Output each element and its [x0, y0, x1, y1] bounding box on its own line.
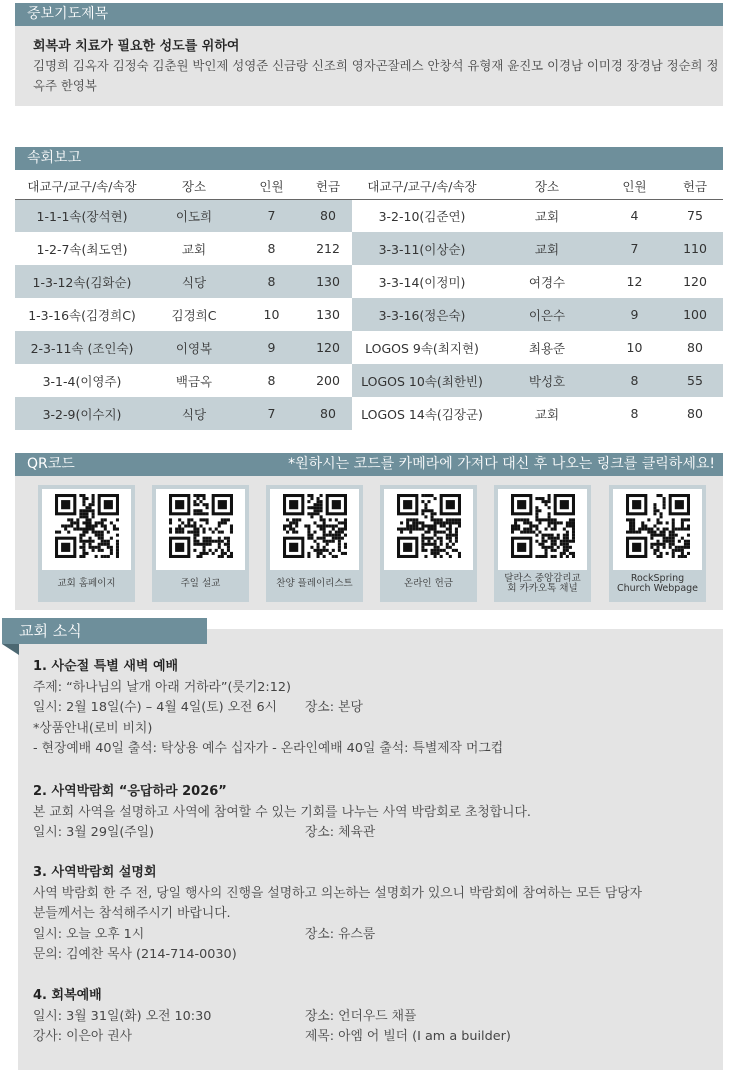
news-title: 3. 사역박람회 설명회: [33, 865, 157, 880]
report-cell: 10: [626, 340, 643, 355]
report-cell: 3-1-4(이영주): [42, 373, 122, 389]
news-place: 장소: 본당: [305, 700, 363, 715]
report-row: [15, 265, 723, 298]
news-desc: 본 교회 사역을 설명하고 사역에 참여할 수 있는 기회를 나누는 사역 박람회로 초청합니다.: [33, 804, 531, 820]
report-row: [15, 331, 723, 364]
report-section-header: [15, 147, 723, 170]
report-cell: 1-2-7속(최도연): [36, 241, 128, 257]
report-cell: 여경수: [528, 274, 566, 290]
report-cell: 80: [687, 406, 703, 421]
news-theme: 주제: “하나님의 날개 아래 거하라”(룻기2:12): [33, 679, 291, 695]
report-cell: 55: [667, 364, 723, 397]
col-header: 헌금: [667, 173, 723, 199]
report-cell: 8: [239, 265, 304, 298]
report-header-row: [15, 173, 723, 199]
qr-card-kakao-channel[interactable]: [494, 485, 591, 602]
qr-code-icon: [397, 494, 461, 558]
report-cell: LOGOS 14속(김장군): [361, 406, 483, 422]
news-item-4: [33, 986, 511, 1048]
report-cell: 이영복: [149, 331, 239, 364]
qr-code-icon: [283, 494, 347, 558]
news-date: 일시: 3월 29일(주일): [33, 825, 155, 840]
report-cell: 3-3-16(정은숙): [352, 298, 492, 331]
news-item-2: [33, 782, 531, 844]
report-row: [15, 298, 723, 331]
col-header: 장소: [149, 173, 239, 199]
news-item-1: [33, 657, 503, 760]
report-cell: 2-3-11속 (조인숙): [15, 331, 149, 364]
report-cell: 이은수: [492, 298, 602, 331]
report-cell: 3-2-9(이수지): [15, 397, 149, 430]
prayer-section-header: [15, 3, 723, 26]
report-cell: 3-3-14(이정미): [378, 274, 466, 290]
report-cell: 식당: [149, 397, 239, 430]
news-row: [33, 925, 642, 946]
qr-label: 온라인 헌금: [384, 570, 473, 598]
report-cell: 8: [602, 364, 667, 397]
news-item-3: [33, 863, 642, 966]
news-title: 1. 사순절 특별 새벽 예배: [33, 659, 179, 674]
col-header: 인원: [239, 173, 304, 199]
news-gift: *상품안내(로비 비치): [33, 720, 153, 736]
report-header-text: 속회보고: [27, 150, 82, 166]
qr-label: RockSpring Church Webpage: [613, 570, 702, 598]
report-cell: 김경희C: [171, 307, 217, 323]
report-row: [15, 199, 723, 232]
col-header: 인원: [602, 173, 667, 199]
report-cell: 9: [239, 331, 304, 364]
report-cell: 8: [267, 373, 276, 388]
report-cell: 100: [667, 298, 723, 331]
report-cell: 9: [602, 298, 667, 331]
report-cell: 8: [630, 406, 639, 421]
report-cell: 130: [304, 265, 352, 298]
news-header-text: 교회 소식: [19, 622, 82, 640]
news-row: [33, 1027, 511, 1048]
report-cell: 교회: [534, 208, 560, 224]
news-title: 4. 회복예배: [33, 988, 102, 1003]
news-title: 2. 사역박람회 “응답하라 2026”: [33, 784, 227, 799]
news-place: 장소: 언더우드 채플: [305, 1008, 417, 1024]
report-cell: 최용준: [528, 340, 566, 356]
report-row: [15, 397, 723, 430]
prayer-names: 김명희 김옥자 김정숙 김춘원 박인제 성영준 신금랑 신조희 영자곤잘레스 안창석 유형재 윤진모 이경남 이미경 장경남 정순희 정옥주 한영복: [33, 58, 719, 93]
prayer-subtitle: 회복과 치료가 필요한 성도를 위하여: [33, 39, 240, 54]
news-desc: 사역 박람회 한 주 전, 당일 행사의 진행을 설명하고 의논하는 설명회가 있으니 박람회에 참여하는 모든 담당자: [33, 885, 643, 901]
report-cell: 교회: [492, 232, 602, 265]
qr-code-icon: [169, 494, 233, 558]
news-speaker: 강사: 이은아 권사: [33, 1029, 132, 1044]
report-cell: 120: [304, 331, 352, 364]
report-cell: 1-3-16속(김경희C): [28, 307, 136, 323]
news-date: 일시: 3월 31일(화) 오전 10:30: [33, 1008, 212, 1024]
report-cell: 교회: [181, 241, 207, 257]
qr-section-header: [15, 453, 723, 476]
news-date: 일시: 2월 18일(수) – 4월 4일(토) 오전 6시: [33, 700, 277, 715]
qr-code-icon: [55, 494, 119, 558]
report-cell: 식당: [149, 265, 239, 298]
qr-label: 주일 설교: [156, 570, 245, 598]
prayer-section: [15, 26, 723, 106]
news-row: [33, 823, 531, 844]
news-row: [33, 698, 503, 719]
qr-note: *원하시는 코드를 카메라에 가져다 대신 후 나오는 링크를 클릭하세요!: [288, 456, 715, 472]
report-cell: 12: [626, 274, 643, 289]
col-header: 대교구/교구/속/속장: [15, 173, 149, 199]
report-cell: 박성호: [492, 364, 602, 397]
qr-header-text: QR코드: [27, 456, 75, 472]
report-cell: 3-3-11(이상순): [352, 232, 492, 265]
report-cell: 이도희: [149, 199, 239, 232]
report-cell: LOGOS 10속(최한빈): [352, 364, 492, 397]
news-place: 장소: 체육관: [305, 825, 376, 840]
qr-section: [15, 476, 723, 610]
qr-card-rockspring[interactable]: [609, 485, 706, 602]
report-cell: 7: [239, 199, 304, 232]
report-cell: 8: [267, 241, 276, 256]
report-cell: 130: [316, 307, 340, 322]
qr-label: 교회 홈페이지: [42, 570, 131, 598]
qr-code-icon: [626, 494, 690, 558]
col-header: 장소: [492, 173, 602, 199]
report-cell: 80: [304, 397, 352, 430]
col-header: 대교구/교구/속/속장: [352, 173, 492, 199]
report-cell: 212: [316, 241, 340, 256]
report-cell: 4: [630, 208, 639, 224]
prayer-header-text: 중보기도제목: [27, 6, 109, 22]
qr-card-homepage[interactable]: [38, 485, 135, 602]
qr-code-icon: [511, 494, 575, 558]
report-table: [15, 173, 723, 430]
report-cell: 120: [683, 274, 707, 289]
report-cell: 7: [602, 232, 667, 265]
ribbon-fold: [2, 644, 19, 655]
qr-label: 찬양 플레이리스트: [270, 570, 359, 598]
report-cell: 7: [239, 397, 304, 430]
news-subject: 제목: 아엠 어 빌더 (I am a builder): [305, 1029, 511, 1044]
news-gift-detail: - 현장예배 40일 출석: 탁상용 예수 십자가 - 온라인예배 40일 출석: 특별제작 머그컵: [33, 741, 504, 756]
qr-label: 달라스 중앙감리교회 카카오톡 채널: [498, 570, 587, 598]
report-cell: 80: [687, 340, 703, 355]
qr-card-online-offering[interactable]: [380, 485, 477, 602]
report-cell: 80: [304, 199, 352, 232]
report-cell: 백금옥: [175, 373, 213, 389]
news-section-header: [2, 618, 207, 644]
report-cell: 200: [316, 373, 340, 388]
report-cell: 교회: [534, 406, 560, 422]
qr-card-playlist[interactable]: [266, 485, 363, 602]
report-cell: 1-3-12속(김화순): [15, 265, 149, 298]
report-row: [15, 364, 723, 397]
report-cell: 3-2-10(김준연): [378, 208, 466, 224]
news-place: 장소: 유스룸: [305, 926, 376, 942]
report-cell: 75: [687, 208, 703, 224]
report-cell: 110: [667, 232, 723, 265]
report-row: [15, 232, 723, 265]
news-date: 일시: 오늘 오후 1시: [33, 926, 145, 942]
news-desc: 분들께서는 참석해주시기 바랍니다.: [33, 906, 231, 921]
news-contact: 문의: 김예찬 목사 (214-714-0030): [33, 947, 237, 962]
news-row: [33, 1007, 511, 1028]
report-cell: 10: [263, 307, 280, 322]
col-header: 헌금: [304, 173, 352, 199]
report-cell: LOGOS 9속(최지현): [365, 340, 479, 356]
report-cell: 1-1-1속(장석현): [15, 199, 149, 232]
qr-card-sermon[interactable]: [152, 485, 249, 602]
